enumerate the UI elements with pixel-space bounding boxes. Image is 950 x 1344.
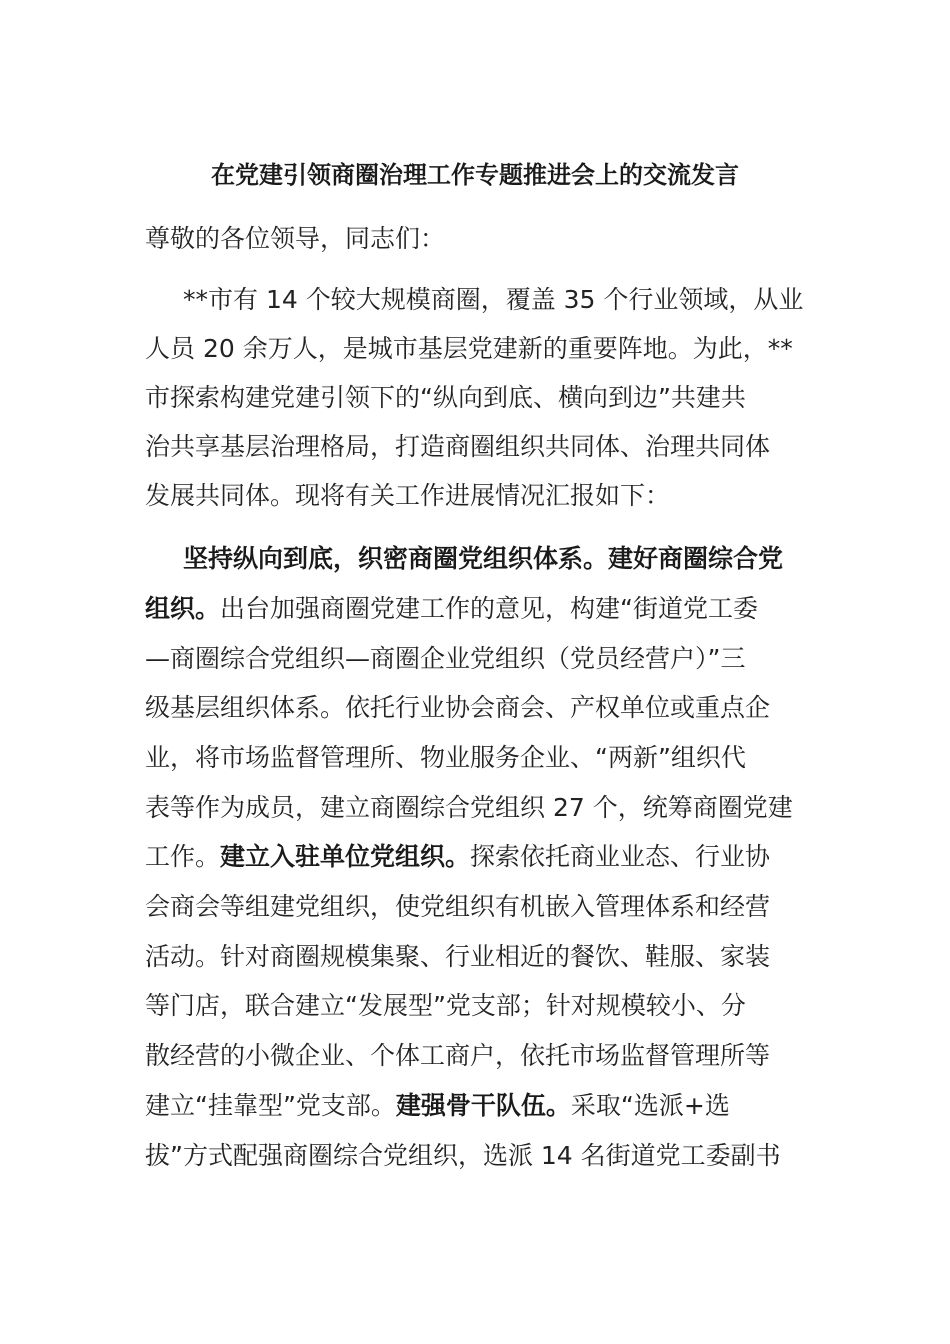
paragraph-2-line-7-text: 探索依托商业业态、行业协 — [470, 842, 771, 871]
paragraph-1-line-1: **市有 14 个较大规模商圈，覆盖 35 个行业领域，从业 — [183, 285, 804, 314]
paragraph-2-line-10: 等门店，联合建立“发展型”党支部；针对规模较小、分 — [145, 991, 746, 1020]
document-title: 在党建引领商圈治理工作专题推进会上的交流发言 — [211, 161, 739, 189]
paragraph-2-line-12 — [145, 1089, 807, 1123]
subheading-build-party-org: 组织。 — [145, 594, 221, 623]
paragraph-2-line-9: 活动。针对商圈规模集聚、行业相近的餐饮、鞋服、家装 — [145, 942, 771, 971]
paragraph-2-line-2-text: 出台加强商圈党建工作的意见，构建“街道党工委 — [220, 594, 758, 623]
paragraph-1-line-5: 发展共同体。现将有关工作进展情况汇报如下： — [145, 481, 671, 510]
paragraph-2-line-12-text: 采取“选派+选 — [570, 1091, 730, 1120]
paragraph-2-line-8: 会商会等组建党组织，使党组织有机嵌入管理体系和经营 — [145, 892, 771, 921]
paragraph-1-line-4: 治共享基层治理格局，打造商圈组织共同体、治理共同体 — [145, 432, 771, 461]
paragraph-2-line-11: 散经营的小微企业、个体工商户，依托市场监督管理所等 — [145, 1041, 771, 1070]
paragraph-2-line-3: —商圈综合党组织—商圈企业党组织（党员经营户）”三 — [145, 644, 746, 673]
paragraph-2-line-12-pre: 建立“挂靠型”党支部。 — [145, 1091, 396, 1120]
paragraph-2-line-2 — [145, 592, 807, 626]
paragraph-2-line-13: 拔”方式配强商圈综合党组织，选派 14 名街道党工委副书 — [145, 1141, 781, 1170]
paragraph-2-line-6: 表等作为成员，建立商圈综合党组织 27 个，统筹商圈党建 — [145, 793, 793, 822]
paragraph-1-line-3: 市探索构建党建引领下的“纵向到底、横向到边”共建共 — [145, 383, 746, 412]
salutation: 尊敬的各位领导，同志们： — [145, 224, 446, 253]
subheading-strengthen-team: 建强骨干队伍。 — [395, 1091, 571, 1120]
section-heading: 坚持纵向到底，织密商圈党组织体系。建好商圈综合党 — [183, 544, 784, 573]
paragraph-2-line-5: 业，将市场监督管理所、物业服务企业、“两新”组织代 — [145, 743, 746, 772]
paragraph-2-line-1 — [183, 542, 807, 576]
paragraph-1-line-2: 人员 20 余万人，是城市基层党建新的重要阵地。为此，** — [145, 334, 793, 363]
paragraph-2-line-7-pre: 工作。 — [145, 842, 221, 871]
paragraph-2-line-4: 级基层组织体系。依托行业协会商会、产权单位或重点企 — [145, 693, 771, 722]
paragraph-2-line-7 — [145, 840, 807, 874]
subheading-establish-unit-org: 建立入驻单位党组织。 — [220, 842, 471, 871]
